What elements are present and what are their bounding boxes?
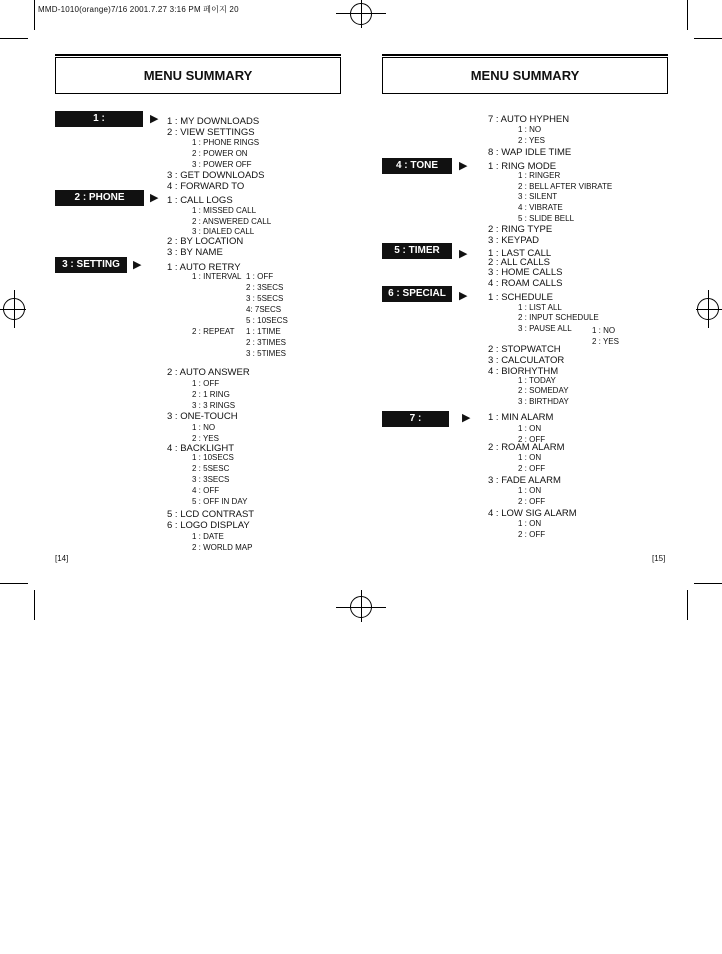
menu-item: 2 : ALL CALLS: [488, 257, 550, 268]
submenu-item: 3 : POWER OFF: [192, 160, 252, 169]
menu-item: 4 : BACKLIGHT: [167, 443, 235, 454]
submenu-item: 1 : NO: [518, 125, 542, 134]
submenu-item: 4 : VIBRATE: [518, 203, 563, 212]
option-item: 1 : OFF: [246, 272, 274, 281]
menu-item: 6 : LOGO DISPLAY: [167, 520, 250, 531]
submenu-item: 2 : 5SESC: [192, 464, 230, 473]
menu-item: 3 : GET DOWNLOADS: [167, 170, 265, 181]
submenu-item: 1 : ON: [518, 424, 542, 433]
arrow-right-icon: ▶: [459, 290, 468, 302]
menu-item: 1 : SCHEDULE: [488, 292, 553, 303]
menu-item: 2 : ROAM ALARM: [488, 442, 565, 453]
submenu-item: 2 : OFF: [518, 530, 546, 539]
category-timer: 5 : TIMER: [382, 243, 452, 259]
arrow-right-icon: ▶: [133, 259, 142, 271]
arrow-right-icon: ▶: [459, 248, 468, 260]
submenu-item: 4 : OFF: [192, 486, 220, 495]
menu-item: 4 : FORWARD TO: [167, 181, 245, 192]
option-item: 2 : 3TIMES: [246, 338, 287, 347]
submenu-item: 3 : DIALED CALL: [192, 227, 255, 236]
menu-item: 2 : STOPWATCH: [488, 344, 561, 355]
menu-item: 4 : ROAM CALLS: [488, 278, 563, 289]
menu-item: 7 : AUTO HYPHEN: [488, 114, 570, 125]
menu-item: 1 : RING MODE: [488, 161, 557, 172]
menu-item: 3 : HOME CALLS: [488, 267, 563, 278]
submenu-item: 2 : 1 RING: [192, 390, 230, 399]
menu-item: 2 : VIEW SETTINGS: [167, 127, 255, 138]
print-header: MMD-1010(orange)7/16 2001.7.27 3:16 PM 페이지 20: [38, 5, 239, 14]
submenu-item: 3 : 3SECS: [192, 475, 230, 484]
submenu-item: 1 : OFF: [192, 379, 220, 388]
menu-item: 3 : FADE ALARM: [488, 475, 561, 486]
category-phone-book: 2 : PHONE BOOK: [55, 190, 144, 206]
menu-item: 4 : BIORHYTHM: [488, 366, 559, 377]
page-number-left: [14]: [55, 554, 69, 563]
arrow-right-icon: ▶: [459, 160, 468, 172]
option-item: 4: 7SECS: [246, 305, 282, 314]
submenu-item: 1 : ON: [518, 519, 542, 528]
submenu-item: 1 : NO: [192, 423, 216, 432]
submenu-item: 2 : SOMEDAY: [518, 386, 569, 395]
submenu-item: 1 : 10SECS: [192, 453, 234, 462]
submenu-item: 2 : POWER ON: [192, 149, 248, 158]
menu-item: 1 : AUTO RETRY: [167, 262, 241, 273]
option-item: 1 : 1TIME: [246, 327, 281, 336]
submenu-item: 2 : OFF: [518, 435, 546, 444]
menu-item: 8 : WAP IDLE TIME: [488, 147, 572, 158]
menu-item: 3 : BY NAME: [167, 247, 223, 258]
menu-item: 1 : MY DOWNLOADS: [167, 116, 260, 127]
option-item: 2 : YES: [592, 337, 619, 346]
menu-item: 3 : CALCULATOR: [488, 355, 565, 366]
submenu-item: 1 : RINGER: [518, 171, 561, 180]
arrow-right-icon: ▶: [462, 412, 471, 424]
menu-item: 4 : LOW SIG ALARM: [488, 508, 577, 519]
menu-item: 2 : BY LOCATION: [167, 236, 244, 247]
option-item: 1 : NO: [592, 326, 616, 335]
submenu-item: 5 : SLIDE BELL: [518, 214, 575, 223]
submenu-item: 1 : PHONE RINGS: [192, 138, 260, 147]
page-number-right: [15]: [652, 554, 666, 563]
option-item: 3 : 5SECS: [246, 294, 284, 303]
menu-item: 1 : CALL LOGS: [167, 195, 233, 206]
arrow-right-icon: ▶: [150, 113, 159, 125]
menu-item: 2 : AUTO ANSWER: [167, 367, 250, 378]
option-item: 5 : 10SECS: [246, 316, 288, 325]
submenu-item: 3 : BIRTHDAY: [518, 397, 569, 406]
option-item: 2 : 3SECS: [246, 283, 284, 292]
submenu-item: 2 : OFF: [518, 464, 546, 473]
page-title-left: MENU SUMMARY: [55, 57, 341, 94]
submenu-item: 2 : REPEAT: [192, 327, 235, 336]
submenu-item: 1 : MISSED CALL: [192, 206, 257, 215]
menu-item: 3 : KEYPAD: [488, 235, 540, 246]
arrow-right-icon: ▶: [150, 192, 159, 204]
submenu-item: 5 : OFF IN DAY: [192, 497, 248, 506]
submenu-item: 3 : 3 RINGS: [192, 401, 236, 410]
submenu-item: 1 : LIST ALL: [518, 303, 562, 312]
category-alarms: 7 : ALARMS: [382, 411, 449, 427]
menu-item: 5 : LCD CONTRAST: [167, 509, 255, 520]
submenu-item: 2 : YES: [518, 136, 545, 145]
submenu-item: 1 : INTERVAL: [192, 272, 242, 281]
menu-item: 1 : MIN ALARM: [488, 412, 554, 423]
submenu-item: 2 : WORLD MAP: [192, 543, 253, 552]
submenu-item: 1 : ON: [518, 486, 542, 495]
submenu-item: 1 : TODAY: [518, 376, 556, 385]
submenu-item: 1 : DATE: [192, 532, 224, 541]
category-special: 6 : SPECIAL: [382, 286, 452, 302]
submenu-item: 1 : ON: [518, 453, 542, 462]
menu-item: 3 : ONE-TOUCH: [167, 411, 238, 422]
submenu-item: 2 : BELL AFTER VIBRATE: [518, 182, 613, 191]
menu-item: 2 : RING TYPE: [488, 224, 553, 235]
submenu-item: 2 : OFF: [518, 497, 546, 506]
submenu-item: 2 : YES: [192, 434, 219, 443]
category-downloads: 1 : DOWNLOADS: [55, 111, 143, 127]
menu-item: 1 : LAST CALL: [488, 248, 552, 259]
submenu-item: 3 : PAUSE ALL: [518, 324, 572, 333]
submenu-item: 2 : ANSWERED CALL: [192, 217, 272, 226]
page-title-right: MENU SUMMARY: [382, 57, 668, 94]
option-item: 3 : 5TIMES: [246, 349, 287, 358]
submenu-item: 3 : SILENT: [518, 192, 558, 201]
category-tone: 4 : TONE: [382, 158, 452, 174]
category-setting: 3 : SETTING: [55, 257, 127, 273]
submenu-item: 2 : INPUT SCHEDULE: [518, 313, 599, 322]
